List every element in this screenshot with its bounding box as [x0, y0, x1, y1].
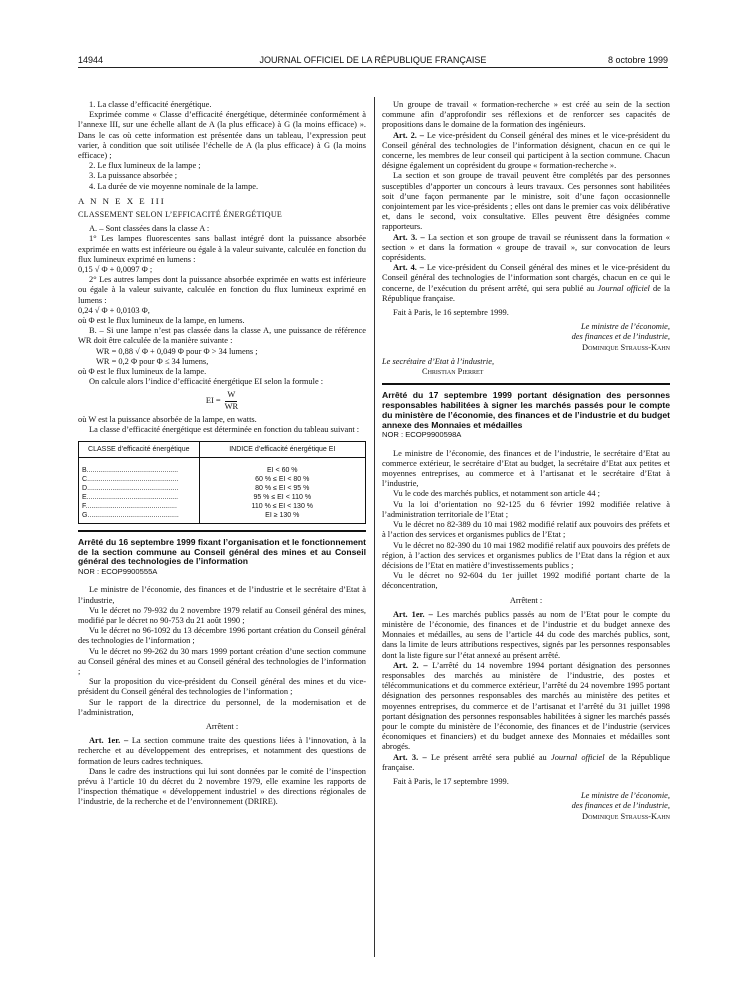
ei-formula: [78, 390, 366, 411]
paragraph: Vu le décret no 99-262 du 30 mars 1999 portant création d’une section commune au Conseil général des mines et au Conseil général des technologies de l’information ;: [78, 646, 366, 677]
article-label: Art. 3. –: [393, 232, 425, 242]
journal-name: Journal officiel: [597, 283, 650, 293]
annex-subtitle: CLASSEMENT SELON L’EFFICACITÉ ÉNERGÉTIQUE: [78, 210, 283, 220]
paragraph: 2. Le flux lumineux de la lampe ;: [89, 161, 201, 171]
article-text: Le présent arrêté sera publié au: [426, 752, 552, 762]
nor-reference: NOR : ECOP9900555A: [78, 567, 158, 577]
decree-title: Arrêté du 16 septembre 1999 fixant l’organisation et le fonctionnement de la section commune au Conseil général des mines et au Conseil général des technologies de l’information: [78, 536, 366, 567]
signature-date: Fait à Paris, le 17 septembre 1999.: [393, 776, 509, 786]
article: [382, 661, 670, 753]
article-label: Art. 4. –: [393, 263, 424, 273]
article-text: Le vice-président du Conseil général des mines et le vice-président du Conseil général des technologies de l’information désignent, chacun en ce qui le concerne, les membres de leur conseil qui participent à la section commune. Chacun désigne également un coprésident du groupe « formation-recherche ».: [382, 130, 670, 171]
article-text: La section commune traite des questions liées à l’innovation, à la recherche et au développement des entreprises, et notamment des questions de formation de leurs cadres techniques.: [78, 736, 367, 766]
page-number: 14944: [78, 55, 104, 65]
right-column: [382, 100, 670, 822]
article-text: L’arrêté du 14 novembre 1994 portant désignation des personnes responsables des marchés au ministère de l’industrie, des postes et télécommunications et du commerce extérieur, l’arrêté du 24 novembre 1995 portant désignation des personnes responsables des marchés au ministère des petites et moyennes entreprises, du commerce et de l’artisanat et l’arrêté du 31 juillet 1998 portant désignation des personnes responsables habilitées à signer les marchés passés pour le compte du ministère de l’économie, des finances et de l’industrie (services économiques et financiers) et du budget annexe des Monnaies et médailles sont abrogés.: [382, 660, 671, 752]
grade: F: [82, 502, 86, 510]
paragraph: 4. La durée de vie moyenne nominale de la lampe.: [89, 181, 259, 191]
signature-date: Fait à Paris, le 16 septembre 1999.: [393, 308, 509, 318]
paragraph: Vu le code des marchés publics, et notamment son article 44 ;: [393, 489, 600, 499]
ei-lhs: EI =: [205, 396, 221, 406]
article-label: Art. 1er. –: [393, 609, 433, 619]
paragraph: Vu le décret no 92-604 du 1er juillet 1992 modifié portant charte de la déconcentration,: [382, 571, 670, 591]
paragraph: La section et son groupe de travail peuvent être complétés par des personnes susceptibles d’apporter un concours à leurs travaux. Ces personnes sont habilitées soit d’une façon permanente par le ministre, soit d’une façon occasionnelle conjointement par les vice-présidents ; elles ont dans le premier cas voix délibérative et, dans le second, voix consultative. Elles peuvent être désignées comme rapporteurs.: [382, 171, 670, 232]
table-row: [79, 484, 366, 493]
grade: E: [82, 493, 87, 501]
paragraph: Vu le décret no 79-932 du 2 novembre 1979 relatif au Conseil général des mines, modifié par le décret no 90-753 du 21 août 1990 ;: [78, 605, 366, 625]
table-cell: 110 % ≤ EI < 130 %: [199, 502, 365, 511]
header-rule: [78, 67, 668, 68]
formula: WR = 0,2 Φ pour Φ ≤ 34 lumens,: [96, 356, 209, 366]
arretent-heading: Arrêtent :: [205, 722, 239, 732]
signatory-title: Le ministre de l’économie,: [580, 791, 670, 801]
table-cell: 95 % ≤ EI < 110 %: [199, 493, 365, 502]
paragraph: Dans le cadre des instructions qui lui sont données par le comité de l’inspection prévu à l’article 10 du décret du 2 novembre 1979, elle examine les rapports de l’inspection thématique « développement industriel » des directions régionales de l’industrie, de la recherche et de l’environnement (DRIRE).: [78, 766, 366, 807]
paragraph: Le ministre de l’économie, des finances et de l’industrie, le secrétaire d’Etat au commerce extérieur, le secrétaire d’Etat au budget, la secrétaire d’Etat aux petites et moyennes entreprises, au commerce et à l’artisanat et le secrétaire d’Etat à l’industrie,: [382, 448, 670, 489]
table-header: CLASSE d’efficacité énergétique: [79, 442, 200, 458]
grade: B: [82, 466, 87, 474]
section-separator: [382, 383, 670, 385]
table-cell: 60 % ≤ EI < 80 %: [199, 475, 365, 484]
formula: 0,24 √ Φ + 0,0103 Φ,: [78, 305, 150, 315]
article-label: Art. 1er. –: [89, 736, 129, 746]
article-text: Le vice-président du Conseil général des mines et le vice-président du Conseil général des technologies de l’information sont chargés, chacun en ce qui le concerne, de l’exécution du présent arrêté, qui sera publié au: [382, 263, 670, 293]
article-text: de la République française.: [382, 752, 670, 772]
paragraph: On calcule alors l’indice d’efficacité énergétique EI selon la formule :: [89, 377, 324, 387]
signatory-name: Dominique Strauss-Kahn: [582, 342, 670, 352]
numerator: W: [225, 390, 237, 401]
signatory-name: Christian Pierret: [422, 367, 484, 377]
decree-title: Arrêté du 17 septembre 1999 portant désignation des personnes responsables habilitées à signer les marchés passés pour le compte du ministère de l’économie, des finances et de l’industrie et du budget annexe des Monnaies et médailles: [382, 390, 670, 430]
paragraph: Vu la loi d’orientation no 92-125 du 6 février 1992 modifiée relative à l’administration territoriale de l’Etat ;: [382, 499, 670, 519]
leader-dots: ...............................................: [87, 484, 179, 492]
table-row: [79, 475, 366, 484]
article-text: La section et son groupe de travail se réunissent dans la formation « section » et dans la formation « groupe de travail », sur convocation de leurs coprésidents.: [382, 232, 670, 263]
leader-dots: ...............................................: [86, 466, 179, 474]
table-row: [79, 511, 366, 524]
issue-date: 8 octobre 1999: [607, 55, 668, 65]
paragraph: B. – Si une lampe n’est pas classée dans la classe A, une puissance de référence WR doit être calculée de la manière suivante :: [78, 326, 366, 346]
journal-name: Journal officiel: [551, 752, 605, 762]
article-label: Art. 2. –: [393, 130, 424, 140]
paragraph: 3. La puissance absorbée ;: [89, 171, 178, 181]
table-cell: 80 % ≤ EI < 95 %: [199, 484, 365, 493]
paragraph: A. – Sont classées dans la classe A :: [89, 224, 210, 234]
paragraph: Vu le décret no 82-389 du 10 mai 1982 modifié relatif aux pouvoirs des préfets et à l’action des services et organismes publics de l’Etat ;: [382, 520, 670, 540]
table-row: [79, 502, 366, 511]
paragraph: 2° Les autres lampes dont la puissance absorbée exprimée en watts est inférieure ou égale à la valeur suivante, calculée en fonction du flux lumineux exprimé en lumens :: [78, 275, 366, 305]
nor-reference: NOR : ECOP9900598A: [382, 430, 462, 440]
signatory-title: Le secrétaire d’Etat à l’industrie,: [382, 356, 495, 366]
paragraph: où Φ est le flux lumineux de la lampe, en lumens.: [78, 316, 245, 326]
article-label: Art. 3. –: [393, 752, 427, 762]
article-text: de la République française.: [382, 283, 671, 303]
denominator: WR: [224, 401, 239, 411]
grade: G: [82, 511, 88, 519]
article: [78, 736, 366, 767]
article: [382, 263, 670, 304]
signatory-name: Dominique Strauss-Kahn: [582, 811, 670, 821]
signatory-title: Le ministre de l’économie,: [580, 322, 670, 332]
grade: D: [82, 484, 88, 492]
article: [382, 233, 670, 264]
grade: C: [82, 475, 88, 483]
leader-dots: ...............................................: [86, 493, 179, 501]
formula: 0,15 √ Φ + 0,0097 Φ ;: [78, 265, 153, 275]
paragraph: Vu le décret no 82-390 du 10 mai 1982 modifié relatif aux pouvoirs des préfets de région, à l’action des services et organismes publics de l’Etat dans la région et aux décisions de l’Etat en matière d’investissements publics ;: [382, 540, 670, 570]
paragraph: Le ministre de l’économie, des finances et de l’industrie et le secrétaire d’Etat à l’industrie,: [78, 585, 366, 605]
leader-dots: ...............................................: [87, 511, 179, 519]
table-cell: EI < 60 %: [199, 466, 365, 475]
article-label: Art. 2. –: [393, 660, 428, 670]
paragraph: où Φ est le flux lumineux de la lampe.: [78, 367, 207, 377]
leader-dots: ...............................................: [85, 502, 177, 510]
arretent-heading: Arrêtent :: [509, 595, 543, 605]
annex-title: A N N E X E III: [78, 195, 166, 206]
efficiency-table: [78, 441, 366, 524]
journal-title: JOURNAL OFFICIEL DE LA RÉPUBLIQUE FRANÇAISE: [259, 55, 487, 65]
article-text: Les marchés publics passés au nom de l’Etat pour le compte du ministère de l’économie, des finances et de l’industrie et du budget annexe des Monnaies et médailles, au sens de l’article 44 du code des marchés publics, sont, dans la limite de leurs attributions respectives, signés par les personnes responsables dont la liste figure sur l’état annexé au présent arrêté.: [382, 609, 671, 660]
article: [382, 610, 670, 661]
formula: WR = 0,88 √ Φ + 0,049 Φ pour Φ > 34 lumens ;: [96, 346, 258, 356]
paragraph: Sur la proposition du vice-président du Conseil général des mines et du vice-président du Conseil général des technologies de l’information ;: [78, 677, 366, 697]
table-header: INDICE d’efficacité énergétique EI: [199, 442, 365, 458]
signatory-title: des finances et de l’industrie,: [571, 332, 670, 342]
fraction: [225, 390, 239, 411]
section-separator: [78, 530, 366, 532]
paragraph: 1. La classe d’efficacité énergétique.: [89, 100, 212, 109]
paragraph: Vu le décret no 96-1092 du 13 décembre 1996 portant création du Conseil général des technologies de l’information ;: [78, 626, 366, 646]
paragraph: Sur le rapport de la directrice du personnel, de la modernisation et de l’administration,: [78, 697, 366, 717]
paragraph: Exprimée comme « Classe d’efficacité énergétique, déterminée conformément à l’annexe III, sur une échelle allant de A (la plus efficace) à G (la moins efficace) ». Dans le cas où cette information est présentée dans un tableau, l’expression peut varier, à condition que soit utilisée l’échelle de A (la plus efficace) à G (la moins efficace) ;: [78, 110, 366, 161]
paragraph: La classe d’efficacité énergétique est déterminée en fonction du tableau suivant :: [89, 425, 360, 435]
paragraph: 1° Les lampes fluorescentes sans ballast intégré dont la puissance absorbée exprimée en watts est inférieure ou égale à la valeur suivante, calculée en fonction du flux lumineux exprimé en lumens :: [78, 234, 366, 264]
table-row: [79, 466, 366, 475]
paragraph: Un groupe de travail « formation-recherche » est créé au sein de la section commune afin d’approfondir ses réflexions et de renforcer ses capacités de propositions dans le domaine de la formation des ingénieurs.: [382, 100, 670, 130]
leader-dots: ...............................................: [87, 475, 179, 483]
table-cell: EI ≥ 130 %: [199, 511, 365, 524]
article: [382, 131, 670, 172]
signatory-title: des finances et de l’industrie,: [571, 801, 670, 811]
paragraph: où W est la puissance absorbée de la lampe, en watts.: [78, 414, 257, 424]
column-divider: [374, 97, 375, 957]
table-row: [79, 493, 366, 502]
article: [382, 753, 670, 773]
left-column: [78, 100, 366, 808]
